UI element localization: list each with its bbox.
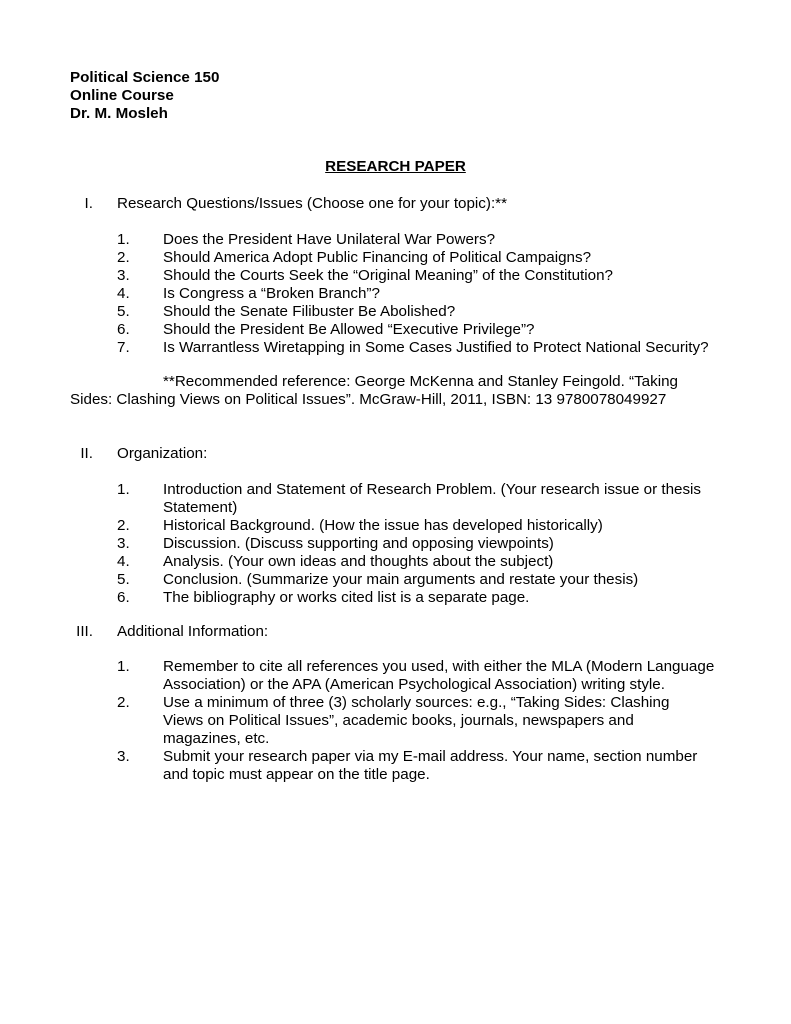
list-item-text: Should America Adopt Public Financing of Political Campaigns? bbox=[163, 249, 592, 266]
section-title: Organization: bbox=[117, 445, 208, 462]
list-item-text: Should the Senate Filibuster Be Abolished? bbox=[163, 303, 456, 320]
list-item-text: Should the Courts Seek the “Original Meaning” of the Constitution? bbox=[163, 267, 613, 284]
list-item bbox=[0, 285, 791, 303]
list-item-text: Is Warrantless Wiretapping in Some Cases Justified to Protect National Security? bbox=[163, 339, 709, 356]
section-heading bbox=[0, 623, 791, 641]
list-item-text: Submit your research paper via my E-mail address. Your name, section number and topic must appear on the title page. bbox=[163, 748, 698, 783]
list-item-text: Discussion. (Discuss supporting and opposing viewpoints) bbox=[163, 535, 554, 552]
list-item-number: 7. bbox=[117, 339, 130, 356]
list-item-text: Should the President Be Allowed “Executive Privilege”? bbox=[163, 321, 535, 338]
list-item bbox=[0, 339, 791, 357]
list-item bbox=[0, 267, 791, 285]
list-item-text: Use a minimum of three (3) scholarly sources: e.g., “Taking Sides: Clashing Views on Political Issues”, academic books, journals, newspapers and magazines, etc. bbox=[163, 694, 670, 747]
list-item bbox=[0, 481, 791, 517]
research-questions-list bbox=[0, 231, 791, 357]
list-item bbox=[0, 658, 791, 694]
list-item-number: 2. bbox=[117, 249, 130, 266]
list-item-text: Conclusion. (Summarize your main arguments and restate your thesis) bbox=[163, 571, 639, 588]
section-heading bbox=[0, 445, 791, 463]
list-item-text: Does the President Have Unilateral War Powers? bbox=[163, 231, 496, 248]
list-item-number: 3. bbox=[117, 535, 130, 552]
list-item-text: Is Congress a “Broken Branch”? bbox=[163, 285, 380, 302]
list-item-text: Analysis. (Your own ideas and thoughts about the subject) bbox=[163, 553, 554, 570]
list-item bbox=[0, 517, 791, 535]
section-numeral: II. bbox=[80, 445, 93, 462]
list-item-number: 1. bbox=[117, 658, 130, 675]
note-line: **Recommended reference: George McKenna and Stanley Feingold. “Taking bbox=[163, 373, 678, 390]
list-item-number: 4. bbox=[117, 553, 130, 570]
section-title: Additional Information: bbox=[117, 623, 269, 640]
list-item-text: Introduction and Statement of Research Problem. (Your research issue or thesis Statement) bbox=[163, 481, 702, 516]
course-name: Political Science 150 bbox=[70, 69, 220, 86]
list-item bbox=[0, 748, 791, 784]
list-item bbox=[0, 321, 791, 339]
organization-list bbox=[0, 481, 791, 607]
section-numeral: I. bbox=[84, 195, 93, 212]
section-title: Research Questions/Issues (Choose one for your topic):** bbox=[117, 195, 508, 212]
list-item-number: 6. bbox=[117, 589, 130, 606]
list-item bbox=[0, 303, 791, 321]
list-item-number: 2. bbox=[117, 517, 130, 534]
list-item-number: 4. bbox=[117, 285, 130, 302]
list-item bbox=[0, 553, 791, 571]
list-item-text: Historical Background. (How the issue has developed historically) bbox=[163, 517, 603, 534]
list-item bbox=[0, 535, 791, 553]
list-item-number: 6. bbox=[117, 321, 130, 338]
course-header bbox=[70, 69, 219, 123]
list-item-number: 3. bbox=[117, 267, 130, 284]
list-item-number: 5. bbox=[117, 303, 130, 320]
list-item bbox=[0, 231, 791, 249]
page-title: RESEARCH PAPER bbox=[325, 158, 466, 175]
list-item-number: 2. bbox=[117, 694, 130, 711]
list-item-text: Remember to cite all references you used, with either the MLA (Modern Language Association) or the APA (American Psychological Association) writing style. bbox=[163, 658, 715, 693]
list-item-number: 1. bbox=[117, 481, 130, 498]
list-item-number: 5. bbox=[117, 571, 130, 588]
instructor-name: Dr. M. Mosleh bbox=[70, 105, 168, 122]
course-format: Online Course bbox=[70, 87, 174, 104]
section-numeral: III. bbox=[76, 623, 93, 640]
section-heading bbox=[0, 195, 791, 213]
list-item bbox=[0, 589, 791, 607]
list-item bbox=[0, 249, 791, 267]
recommended-reference-note bbox=[70, 373, 730, 409]
additional-information-list bbox=[0, 658, 791, 784]
list-item-number: 1. bbox=[117, 231, 130, 248]
list-item bbox=[0, 694, 791, 748]
list-item-number: 3. bbox=[117, 748, 130, 765]
list-item bbox=[0, 571, 791, 589]
note-line: Sides: Clashing Views on Political Issues”. McGraw-Hill, 2011, ISBN: 13 9780078049927 bbox=[70, 391, 667, 408]
list-item-text: The bibliography or works cited list is a separate page. bbox=[163, 589, 530, 606]
